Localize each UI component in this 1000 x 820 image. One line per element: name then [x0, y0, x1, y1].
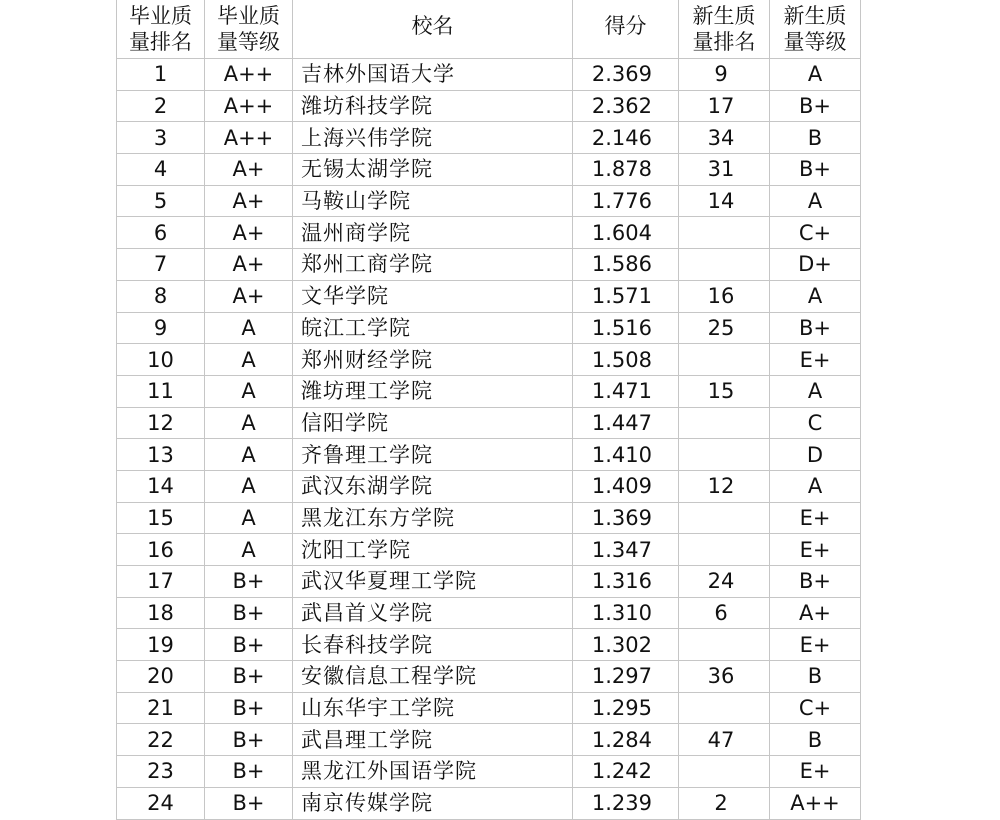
- freshman-grade-cell: B+: [770, 90, 861, 122]
- score-cell: 1.369: [573, 502, 679, 534]
- graduate-grade-cell: A: [205, 407, 293, 439]
- score-cell: 1.284: [573, 724, 679, 756]
- score-cell: 1.878: [573, 154, 679, 186]
- graduate-rank-cell: 3: [117, 122, 205, 154]
- graduate-rank-cell: 2: [117, 90, 205, 122]
- freshman-rank-cell: [679, 217, 770, 249]
- freshman-grade-cell: A: [770, 470, 861, 502]
- freshman-rank-cell: 36: [679, 661, 770, 693]
- table-row: [117, 661, 861, 693]
- freshman-rank-cell: 12: [679, 470, 770, 502]
- graduate-grade-cell: A: [205, 312, 293, 344]
- freshman-grade-cell: B+: [770, 566, 861, 598]
- freshman-grade-cell: B: [770, 661, 861, 693]
- school-name-cell: 皖江工学院: [293, 312, 573, 344]
- graduate-grade-cell: A+: [205, 154, 293, 186]
- table-row: [117, 407, 861, 439]
- graduate-grade-cell: A: [205, 534, 293, 566]
- graduate-rank-cell: 6: [117, 217, 205, 249]
- score-cell: 1.410: [573, 439, 679, 471]
- school-name-cell: 黑龙江外国语学院: [293, 756, 573, 788]
- freshman-rank-cell: 34: [679, 122, 770, 154]
- school-name-cell: 南京传媒学院: [293, 787, 573, 819]
- graduate-rank-cell: 1: [117, 59, 205, 91]
- table-row: [117, 312, 861, 344]
- school-name-cell: 潍坊科技学院: [293, 90, 573, 122]
- school-name-cell: 武汉华夏理工学院: [293, 566, 573, 598]
- school-name-cell: 齐鲁理工学院: [293, 439, 573, 471]
- table-row: [117, 217, 861, 249]
- header-text: 量排名: [692, 30, 756, 54]
- freshman-grade-cell: E+: [770, 629, 861, 661]
- header-graduate-grade: [205, 0, 293, 59]
- score-cell: 1.571: [573, 280, 679, 312]
- freshman-rank-cell: 14: [679, 185, 770, 217]
- graduate-rank-cell: 7: [117, 249, 205, 281]
- freshman-rank-cell: 2: [679, 787, 770, 819]
- freshman-rank-cell: [679, 502, 770, 534]
- school-name-cell: 沈阳工学院: [293, 534, 573, 566]
- freshman-rank-cell: [679, 249, 770, 281]
- score-cell: 2.362: [573, 90, 679, 122]
- graduate-grade-cell: B+: [205, 787, 293, 819]
- freshman-rank-cell: [679, 629, 770, 661]
- graduate-grade-cell: B+: [205, 692, 293, 724]
- graduate-grade-cell: B+: [205, 724, 293, 756]
- score-cell: 1.447: [573, 407, 679, 439]
- header-text: 毕业质: [129, 4, 192, 28]
- graduate-grade-cell: A+: [205, 249, 293, 281]
- table-body: [117, 59, 861, 820]
- graduate-rank-cell: 15: [117, 502, 205, 534]
- table-row: [117, 597, 861, 629]
- school-name-cell: 安徽信息工程学院: [293, 661, 573, 693]
- graduate-rank-cell: 24: [117, 787, 205, 819]
- freshman-rank-cell: 25: [679, 312, 770, 344]
- header-text: 得分: [604, 13, 647, 38]
- school-name-cell: 黑龙江东方学院: [293, 502, 573, 534]
- school-name-cell: 武汉东湖学院: [293, 470, 573, 502]
- header-text: 新生质: [783, 4, 847, 28]
- freshman-grade-cell: C: [770, 407, 861, 439]
- graduate-rank-cell: 19: [117, 629, 205, 661]
- table-row: [117, 90, 861, 122]
- score-cell: 1.586: [573, 249, 679, 281]
- graduate-grade-cell: A: [205, 375, 293, 407]
- header-freshman-grade: [770, 0, 861, 59]
- graduate-rank-cell: 10: [117, 344, 205, 376]
- freshman-grade-cell: A: [770, 59, 861, 91]
- graduate-rank-cell: 21: [117, 692, 205, 724]
- table-row: [117, 439, 861, 471]
- school-name-cell: 无锡太湖学院: [293, 154, 573, 186]
- table-row: [117, 692, 861, 724]
- graduate-grade-cell: A+: [205, 280, 293, 312]
- graduate-rank-cell: 14: [117, 470, 205, 502]
- header-text: 新生质: [692, 4, 756, 28]
- table-row: [117, 534, 861, 566]
- table-row: [117, 280, 861, 312]
- school-name-cell: 上海兴伟学院: [293, 122, 573, 154]
- table-row: [117, 724, 861, 756]
- freshman-grade-cell: E+: [770, 756, 861, 788]
- school-name-cell: 长春科技学院: [293, 629, 573, 661]
- freshman-grade-cell: B+: [770, 154, 861, 186]
- graduate-grade-cell: B+: [205, 597, 293, 629]
- graduate-grade-cell: A: [205, 344, 293, 376]
- graduate-rank-cell: 5: [117, 185, 205, 217]
- graduate-rank-cell: 16: [117, 534, 205, 566]
- freshman-grade-cell: C+: [770, 692, 861, 724]
- graduate-grade-cell: A++: [205, 90, 293, 122]
- freshman-rank-cell: [679, 692, 770, 724]
- table-row: [117, 756, 861, 788]
- freshman-grade-cell: A: [770, 375, 861, 407]
- freshman-grade-cell: D+: [770, 249, 861, 281]
- freshman-rank-cell: [679, 439, 770, 471]
- freshman-grade-cell: A++: [770, 787, 861, 819]
- header-text: 校名: [411, 13, 454, 38]
- graduate-grade-cell: A+: [205, 217, 293, 249]
- graduate-rank-cell: 4: [117, 154, 205, 186]
- school-name-cell: 武昌首义学院: [293, 597, 573, 629]
- score-cell: 1.302: [573, 629, 679, 661]
- graduate-grade-cell: A: [205, 439, 293, 471]
- header-text: 毕业质: [217, 4, 280, 28]
- school-name-cell: 郑州工商学院: [293, 249, 573, 281]
- graduate-grade-cell: B+: [205, 661, 293, 693]
- freshman-grade-cell: C+: [770, 217, 861, 249]
- score-cell: 1.516: [573, 312, 679, 344]
- score-cell: 1.471: [573, 375, 679, 407]
- graduate-rank-cell: 22: [117, 724, 205, 756]
- graduate-grade-cell: A++: [205, 122, 293, 154]
- freshman-rank-cell: [679, 756, 770, 788]
- header-freshman-rank: [679, 0, 770, 59]
- table-header: [117, 0, 861, 59]
- table-row: [117, 470, 861, 502]
- freshman-grade-cell: E+: [770, 534, 861, 566]
- header-text: 量等级: [783, 30, 847, 54]
- graduate-rank-cell: 9: [117, 312, 205, 344]
- graduate-grade-cell: A+: [205, 185, 293, 217]
- freshman-grade-cell: B: [770, 724, 861, 756]
- graduate-grade-cell: B+: [205, 756, 293, 788]
- freshman-grade-cell: A+: [770, 597, 861, 629]
- score-cell: 1.347: [573, 534, 679, 566]
- score-cell: 1.239: [573, 787, 679, 819]
- freshman-grade-cell: B+: [770, 312, 861, 344]
- freshman-grade-cell: A: [770, 280, 861, 312]
- freshman-rank-cell: 15: [679, 375, 770, 407]
- score-cell: 1.242: [573, 756, 679, 788]
- freshman-rank-cell: 9: [679, 59, 770, 91]
- freshman-rank-cell: [679, 407, 770, 439]
- freshman-rank-cell: 47: [679, 724, 770, 756]
- table-row: [117, 185, 861, 217]
- score-cell: 1.297: [573, 661, 679, 693]
- school-name-cell: 山东华宇工学院: [293, 692, 573, 724]
- school-name-cell: 信阳学院: [293, 407, 573, 439]
- table-row: [117, 787, 861, 819]
- header-text: 量排名: [129, 30, 192, 54]
- header-score: [573, 0, 679, 59]
- school-name-cell: 文华学院: [293, 280, 573, 312]
- header-graduate-rank: [117, 0, 205, 59]
- graduate-rank-cell: 13: [117, 439, 205, 471]
- school-name-cell: 武昌理工学院: [293, 724, 573, 756]
- freshman-rank-cell: [679, 344, 770, 376]
- table-row: [117, 629, 861, 661]
- score-cell: 1.409: [573, 470, 679, 502]
- school-name-cell: 马鞍山学院: [293, 185, 573, 217]
- score-cell: 1.604: [573, 217, 679, 249]
- header-row: [117, 0, 861, 59]
- table-row: [117, 122, 861, 154]
- school-name-cell: 吉林外国语大学: [293, 59, 573, 91]
- graduate-rank-cell: 12: [117, 407, 205, 439]
- graduate-rank-cell: 17: [117, 566, 205, 598]
- table-row: [117, 154, 861, 186]
- freshman-grade-cell: E+: [770, 502, 861, 534]
- header-text: 量等级: [217, 30, 280, 54]
- score-cell: 1.316: [573, 566, 679, 598]
- freshman-grade-cell: B: [770, 122, 861, 154]
- score-cell: 1.776: [573, 185, 679, 217]
- graduate-rank-cell: 8: [117, 280, 205, 312]
- school-name-cell: 温州商学院: [293, 217, 573, 249]
- freshman-rank-cell: 17: [679, 90, 770, 122]
- score-cell: 1.310: [573, 597, 679, 629]
- freshman-rank-cell: 16: [679, 280, 770, 312]
- score-cell: 1.508: [573, 344, 679, 376]
- school-name-cell: 郑州财经学院: [293, 344, 573, 376]
- graduate-grade-cell: A++: [205, 59, 293, 91]
- score-cell: 1.295: [573, 692, 679, 724]
- freshman-grade-cell: E+: [770, 344, 861, 376]
- table-row: [117, 566, 861, 598]
- freshman-rank-cell: 31: [679, 154, 770, 186]
- graduate-rank-cell: 18: [117, 597, 205, 629]
- table-row: [117, 502, 861, 534]
- freshman-rank-cell: [679, 534, 770, 566]
- score-cell: 2.369: [573, 59, 679, 91]
- header-school-name: [293, 0, 573, 59]
- table-row: [117, 344, 861, 376]
- score-cell: 2.146: [573, 122, 679, 154]
- table-row: [117, 59, 861, 91]
- graduate-grade-cell: A: [205, 470, 293, 502]
- table-row: [117, 249, 861, 281]
- freshman-grade-cell: A: [770, 185, 861, 217]
- ranking-table: [116, 0, 861, 820]
- graduate-grade-cell: B+: [205, 566, 293, 598]
- freshman-grade-cell: D: [770, 439, 861, 471]
- school-name-cell: 潍坊理工学院: [293, 375, 573, 407]
- graduate-rank-cell: 23: [117, 756, 205, 788]
- freshman-rank-cell: 24: [679, 566, 770, 598]
- graduate-rank-cell: 20: [117, 661, 205, 693]
- graduate-grade-cell: B+: [205, 629, 293, 661]
- graduate-rank-cell: 11: [117, 375, 205, 407]
- freshman-rank-cell: 6: [679, 597, 770, 629]
- graduate-grade-cell: A: [205, 502, 293, 534]
- table-row: [117, 375, 861, 407]
